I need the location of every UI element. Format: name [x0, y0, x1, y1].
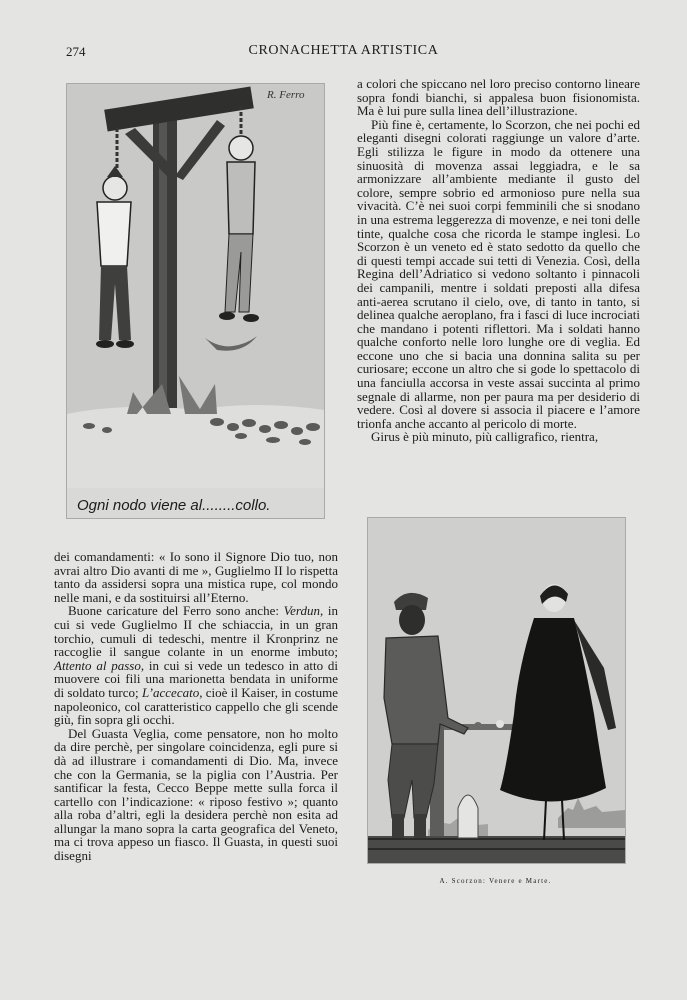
image-caption-handwritten: Ogni nodo viene al........collo. [77, 497, 271, 514]
paragraph [54, 604, 338, 726]
page-number: 274 [66, 44, 86, 59]
text-run: Buone caricature del Ferro sono anche: [68, 603, 284, 619]
paragraph: Girus è più minuto, più calligrafico, rientra, [371, 429, 599, 445]
text-run: , in cui si vede Guglielmo II che schiaccia, in un gran torchio, cumuli di tedeschi, mentre il Kronprinz ne raccoglie il sangue colante in un enorme imbuto; [54, 603, 338, 660]
artist-signature: R. Ferro [267, 89, 305, 101]
caption-separator: : [483, 877, 489, 885]
right-column-text [357, 77, 640, 444]
paragraph: a colori che spiccano nel loro preciso contorno lineare sopra fondi bianchi, si appalesa buon fisionomista. Ma è lui pure sulla linea dell’illustrazione. [357, 76, 640, 119]
gallows-caricature-image [66, 83, 325, 519]
artwork-title: Verdun [283, 603, 320, 619]
caption-artist: A. Scorzon [439, 877, 483, 885]
paragraph: dei comandamenti: « Io sono il Signore Dio tuo, non avrai altro Dio avanti di me », Guglielmo II lo rispetta tanto da assidersi sopra una mistica rupe, col mondo nelle mani, e da sostituirsi all’Eterno. [54, 549, 338, 605]
venere-e-marte-image [367, 517, 626, 864]
paragraph: Più fine è, certamente, lo Scorzon, che nei pochi ed eleganti disegni colorati raggiunge un valore d’arte. Egli stilizza le figure in modo da ottenere una sinuosità di movenza assai leggiadra, e le sa armonizzare all’ambiente mediante il gusto del colore, sempre sobrio ed armonioso pure nella sua vivacità. C’è nei suoi corpi femminili che si snodano in una estrema leggerezza di movenze, e nei toni delle tinte, qualche cosa che ricorda le stampe inglesi. Lo Scorzon è un veneto ed è stato sedotto da quello che di questi tempi accade sui tetti di Venezia. Così, della Regina dell’Adriatico si vedono soltanto i pinnacoli dei campanili, mentre i soldati preposti alla difesa anti-aerea scrutano il cielo, ove, di tanto in tanto, si delinea qualche aeroplano, fra i fasci di luce incrociati che mandano i potenti riflettori. Ma i soldati hanno qualche conforto nelle loro lunghe ore di veglia. Ed eccone uno che si bacia una donnina salita su per curiosare; eccone un altro che si gode lo spettacolo di una fanciulla accorsa in veste assai succinta al primo segnale di allarme, non per paura ma per desiderio di vedere. Così al dovere si associa il piacere e l’amore trionfa anche accanto al pericolo di morte. [357, 116, 640, 431]
paragraph: Del Guasta Veglia, come pensatore, non ho molto da dire perchè, per singolare coincidenza, egli pure si dà ad illustrare i comandamenti di Dio. Ma, invece che con la Germania, se la piglia con l’Austria. Per santificar la festa, Cecco Beppe mette sulla forca il cartello con l’indicazione: « riposo festivo »; quanto alla roba d’altri, egli la desidera perchè non esita ad allungar la mano sopra la carta geografica del Veneto, ma ci trova appeso un fiasco. Il Guasta, in questi suoi disegni [54, 725, 338, 864]
text-run: , in cui si vede un tedesco in atto di muovere coi fili una marionetta bendata in uniforme di soldato turco; [54, 657, 339, 700]
artwork-title: L’accecato [141, 684, 200, 700]
text-run: , cioè il Kaiser, in costume napoleonico, col caratteristico cappello che gli scende giù, fin sopra gli occhi. [54, 684, 338, 728]
caption-title: Venere e Marte. [488, 877, 552, 885]
left-column-text [54, 550, 338, 863]
figure-caption [367, 877, 624, 885]
artwork-title: Attento al passo [54, 657, 141, 673]
running-title: CRONACHETTA ARTISTICA [248, 43, 439, 58]
